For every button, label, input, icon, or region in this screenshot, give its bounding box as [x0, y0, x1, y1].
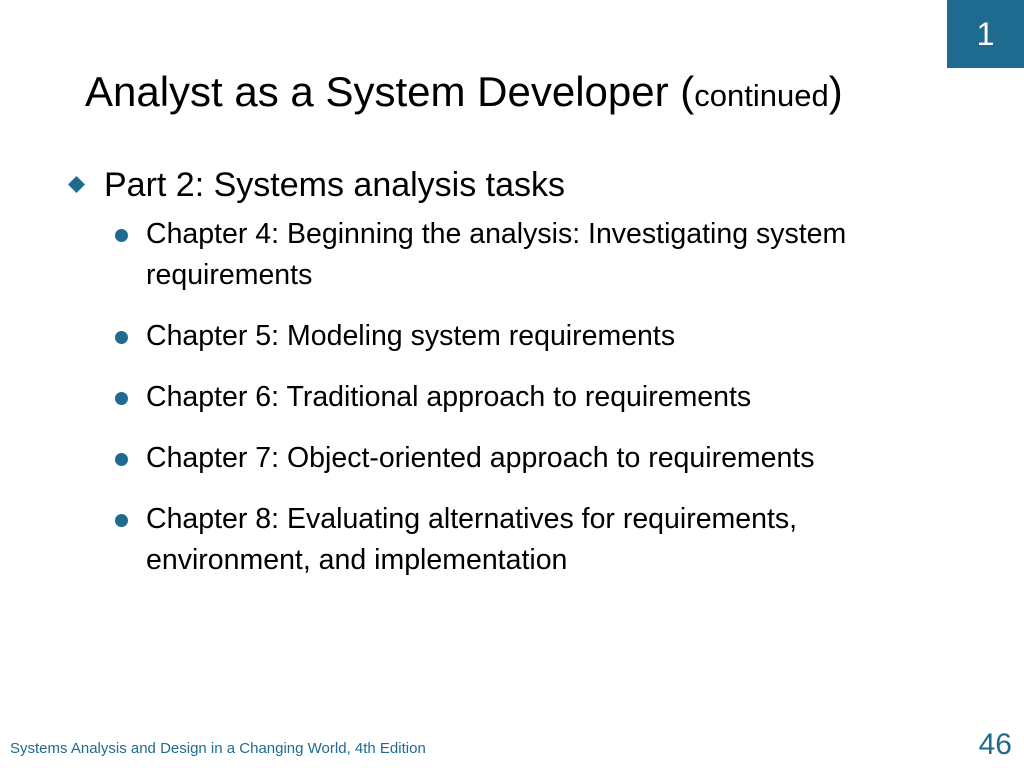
list-item	[68, 214, 968, 296]
slide-content	[68, 164, 968, 601]
list-item-text: Chapter 7: Object-oriented approach to requirements	[146, 442, 815, 474]
list-item-text: Chapter 8: Evaluating alternatives for requirements, environment, and implementation	[146, 503, 798, 576]
page-number: 46	[978, 728, 1012, 761]
dot-bullet-icon	[115, 331, 128, 344]
footer-book-title: Systems Analysis and Design in a Changing World, 4th Edition	[10, 740, 426, 757]
chapter-number: 1	[976, 15, 995, 52]
sub-bullet-list	[68, 214, 968, 581]
dot-bullet-icon	[115, 392, 128, 405]
dot-bullet-icon	[115, 453, 128, 466]
list-item-text: Chapter 6: Traditional approach to requirements	[146, 381, 752, 413]
slide-title	[85, 66, 843, 122]
list-item-text: Chapter 5: Modeling system requirements	[146, 320, 676, 352]
dot-bullet-icon	[115, 229, 128, 242]
list-item	[68, 499, 968, 581]
title-continued: continued	[694, 78, 829, 113]
list-item	[68, 438, 968, 479]
title-main: Analyst as a System Developer (	[85, 68, 695, 115]
diamond-bullet-icon	[68, 176, 85, 193]
bullet-level1-text: Part 2: Systems analysis tasks	[104, 166, 566, 204]
list-item	[68, 377, 968, 418]
bullet-level1	[68, 164, 968, 206]
list-item-text: Chapter 4: Beginning the analysis: Investigating system requirements	[146, 218, 847, 291]
title-close-paren: )	[828, 68, 843, 115]
chapter-number-tab	[947, 0, 1024, 68]
list-item	[68, 316, 968, 357]
dot-bullet-icon	[115, 514, 128, 527]
